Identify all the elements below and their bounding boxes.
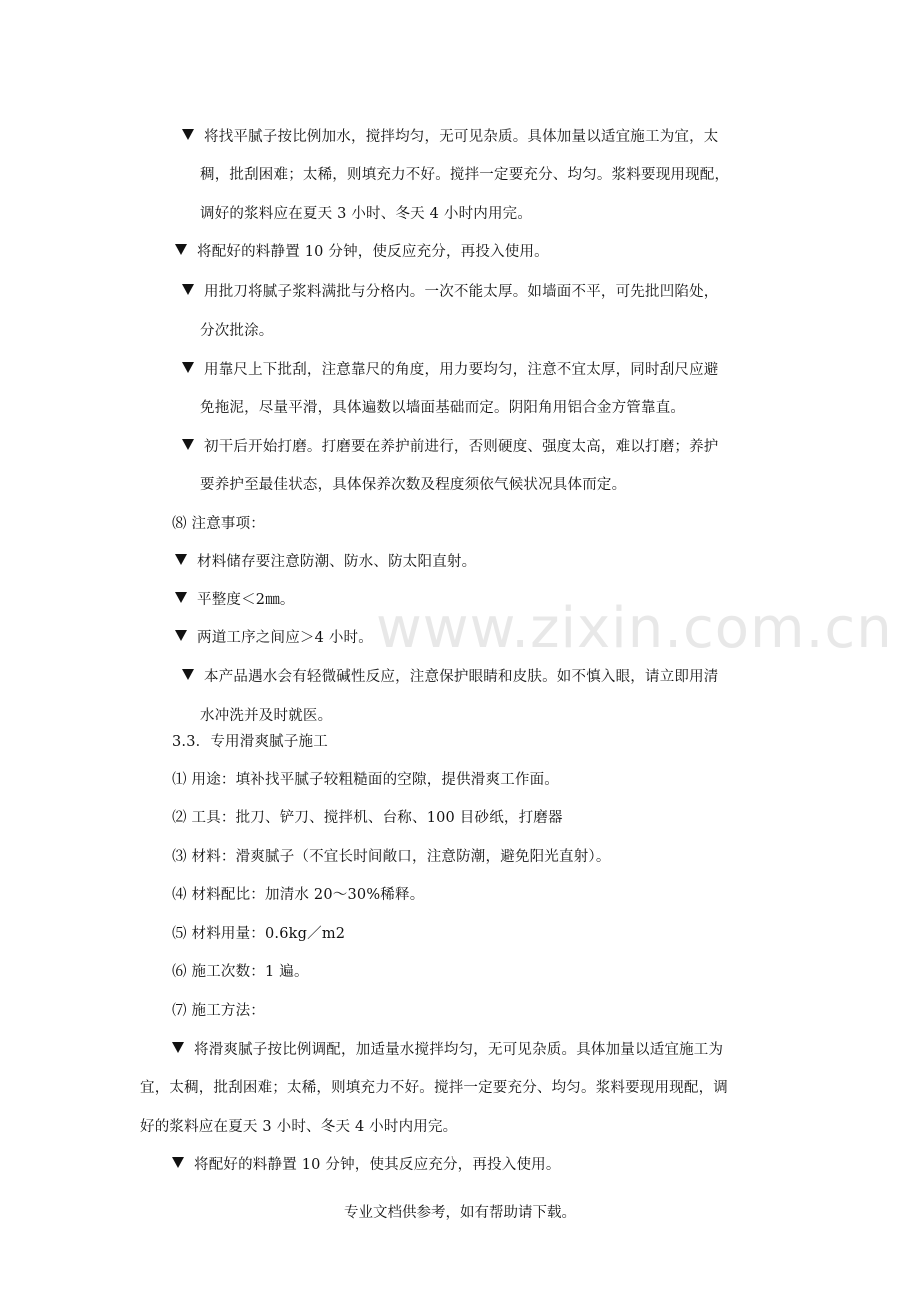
bullet-item xyxy=(182,282,719,302)
bullet-item xyxy=(172,1040,723,1060)
bullet-continuation: 免拖泥，尽量平滑，具体遍数以墙面基础而定。阴阳角用铝合金方管靠直。 xyxy=(200,400,686,416)
numbered-item: ⑴ 用途：填补找平腻子较粗糙面的空隙，提供滑爽工作面。 xyxy=(172,772,560,788)
triangle-bullet-icon xyxy=(182,439,194,450)
triangle-bullet-icon xyxy=(182,669,194,680)
bullet-text: 初干后开始打磨。打磨要在养护前进行，否则硬度、强度太高，难以打磨；养护 xyxy=(204,439,719,455)
paragraph-continuation: 宜，太稠，批刮困难；太稀，则填充力不好。搅拌一定要充分、均匀。浆料要现用现配，调 xyxy=(140,1080,728,1096)
bullet-item xyxy=(182,360,719,380)
triangle-bullet-icon xyxy=(182,362,194,373)
triangle-bullet-icon xyxy=(182,284,194,295)
numbered-item: ⑵ 工具：批刀、铲刀、搅拌机、台称、100 目砂纸，打磨器 xyxy=(172,810,563,826)
triangle-bullet-icon xyxy=(175,244,187,255)
triangle-bullet-icon xyxy=(175,630,187,641)
bullet-text: 平整度＜2㎜。 xyxy=(197,592,295,608)
watermark: www.zixin.com.cn xyxy=(376,596,893,661)
bullet-item xyxy=(175,552,476,572)
bullet-continuation: 要养护至最佳状态，具体保养次数及程度须依气候状况具体而定。 xyxy=(200,477,627,493)
triangle-bullet-icon xyxy=(172,1042,184,1053)
bullet-item xyxy=(182,127,780,147)
bullet-text: 两道工序之间应＞4 小时。 xyxy=(197,630,373,646)
bullet-item xyxy=(175,628,373,648)
numbered-item: ⑶ 材料：滑爽腻子（不宜长时间敞口，注意防潮，避免阳光直射）。 xyxy=(172,849,611,865)
bullet-text: 本产品遇水会有轻微碱性反应，注意保护眼睛和皮肤。如不慎入眼，请立即用清 xyxy=(204,669,719,685)
bullet-text: 材料储存要注意防潮、防水、防太阳直射。 xyxy=(197,554,477,570)
bullet-continuation: 分次批涂。 xyxy=(200,323,274,339)
bullet-item xyxy=(175,590,295,610)
numbered-item: ⑸ 材料用量：0.6kg／m2 xyxy=(172,926,346,942)
bullet-item xyxy=(172,1155,561,1175)
bullet-text: 将找平腻子按比例加水，搅拌均匀，无可见杂质。具体加量以适宜施工为宜，太 xyxy=(204,129,719,145)
triangle-bullet-icon xyxy=(175,592,187,603)
bullet-item xyxy=(182,667,719,687)
triangle-bullet-icon xyxy=(175,554,187,565)
bullet-text: 将配好的料静置 10 分钟，使其反应充分，再投入使用。 xyxy=(194,1157,561,1173)
page-footer: 专业文档供参考，如有帮助请下载。 xyxy=(344,1205,576,1221)
bullet-continuation: 稠，批刮困难；太稀，则填充力不好。搅拌一定要充分、均匀。浆料要现用现配， xyxy=(200,167,730,183)
bullet-continuation: 水冲洗并及时就医。 xyxy=(200,708,333,724)
paragraph-continuation: 好的浆料应在夏天 3 小时、冬天 4 小时内用完。 xyxy=(140,1119,458,1135)
bullet-text: 用靠尺上下批刮，注意靠尺的角度，用力要均匀，注意不宜太厚，同时刮尺应避 xyxy=(204,362,719,378)
bullet-item xyxy=(182,437,719,457)
bullet-continuation: 调好的浆料应在夏天 3 小时、冬天 4 小时内用完。 xyxy=(200,206,533,222)
numbered-heading: ⑻ 注意事项： xyxy=(172,516,266,532)
section-heading: 3.3．专用滑爽腻子施工 xyxy=(172,734,328,750)
bullet-text: 将滑爽腻子按比例调配，加适量水搅拌均匀，无可见杂质。具体加量以适宜施工为 xyxy=(194,1042,724,1058)
triangle-bullet-icon xyxy=(172,1157,184,1168)
numbered-item: ⑷ 材料配比：加清水 20～30%稀释。 xyxy=(172,887,425,903)
bullet-text: 用批刀将腻子浆料满批与分格内。一次不能太厚。如墙面不平，可先批凹陷处， xyxy=(204,284,719,300)
numbered-item: ⑺ 施工方法： xyxy=(172,1003,266,1019)
bullet-text: 将配好的料静置 10 分钟，使反应充分，再投入使用。 xyxy=(197,244,549,260)
numbered-item: ⑹ 施工次数：1 遍。 xyxy=(172,964,309,980)
triangle-bullet-icon xyxy=(182,129,194,140)
bullet-item xyxy=(175,242,549,262)
